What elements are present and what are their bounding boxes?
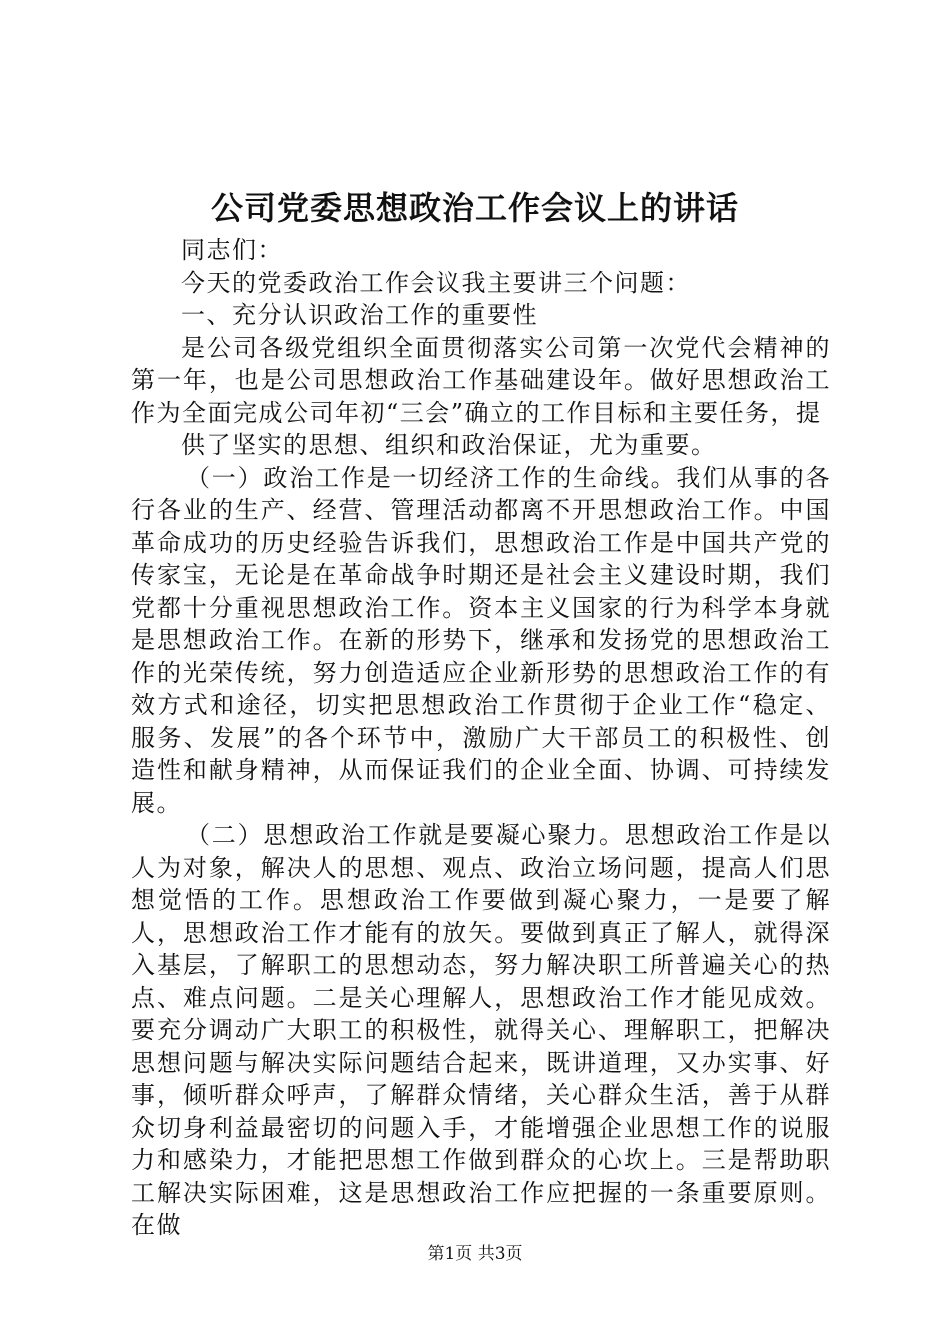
salutation-paragraph: 同志们： <box>181 236 283 264</box>
document-body <box>131 234 831 1242</box>
page-number-footer: 第1页 共3页 <box>427 1244 523 1264</box>
intro-paragraph: 今天的党委政治工作会议我主要讲三个问题： <box>181 268 691 297</box>
body-paragraph-4: （二）思想政治工作就是要凝心聚力。思想政治工作是以人为对象，解决人的思想、观点、政治立场问题，提高人们思想觉悟的工作。思想政治工作要做到凝心聚力，一是要了解人，思想政治工作才能有的放矢。要做到真正了解人，就得深入基层，了解职工的思想动态，努力解决职工所普遍关心的热点、难点问题。二是关心理解人，思想政治工作才能见成效。要充分调动广大职工的积极性，就得关心、理解职工，把解决思想问题与解决实际问题结合起来，既讲道理，又办实事、好事，倾听群众呼声，了解群众情绪，关心群众生活，善于从群众切身利益最密切的问题入手，才能增强企业思想工作的说服力和感染力，才能把思想工作做到群众的心坎上。三是帮助职工解决实际困难，这是思想政治工作应把握的一条重要原则。在做 <box>131 821 831 1239</box>
document-title: 公司党委思想政治工作会议上的讲话 <box>210 189 739 227</box>
body-paragraph-3: （一）政治工作是一切经济工作的生命线。我们从事的各行各业的生产、经营、管理活动都离不开思想政治工作。中国革命成功的历史经验告诉我们，思想政治工作是中国共产党的传家宝，无论是在革命战争时期还是社会主义建设时期，我们党都十分重视思想政治工作。资本主义国家的行为科学本身就是思想政治工作。在新的形势下，继承和发扬党的思想政治工作的光荣传统，努力创造适应企业新形势的思想政治工作的有效方式和途径，切实把思想政治工作贯彻于企业工作“稳定、服务、发展”的各个环节中，激励广大干部员工的积极性、创造性和献身精神，从而保证我们的企业全面、协调、可持续发展。 <box>131 463 831 817</box>
section-heading-1: 一、充分认识政治工作的重要性 <box>181 301 538 329</box>
body-paragraph-1: 是公司各级党组织全面贯彻落实公司第一次党代会精神的第一年，也是公司思想政治工作基础建设年。做好思想政治工作为全面完成公司年初“三会”确立的工作目标和主要任务，提 <box>131 333 831 427</box>
body-paragraph-2: 供了坚实的思想、组织和政治保证，尤为重要。 <box>181 431 717 459</box>
